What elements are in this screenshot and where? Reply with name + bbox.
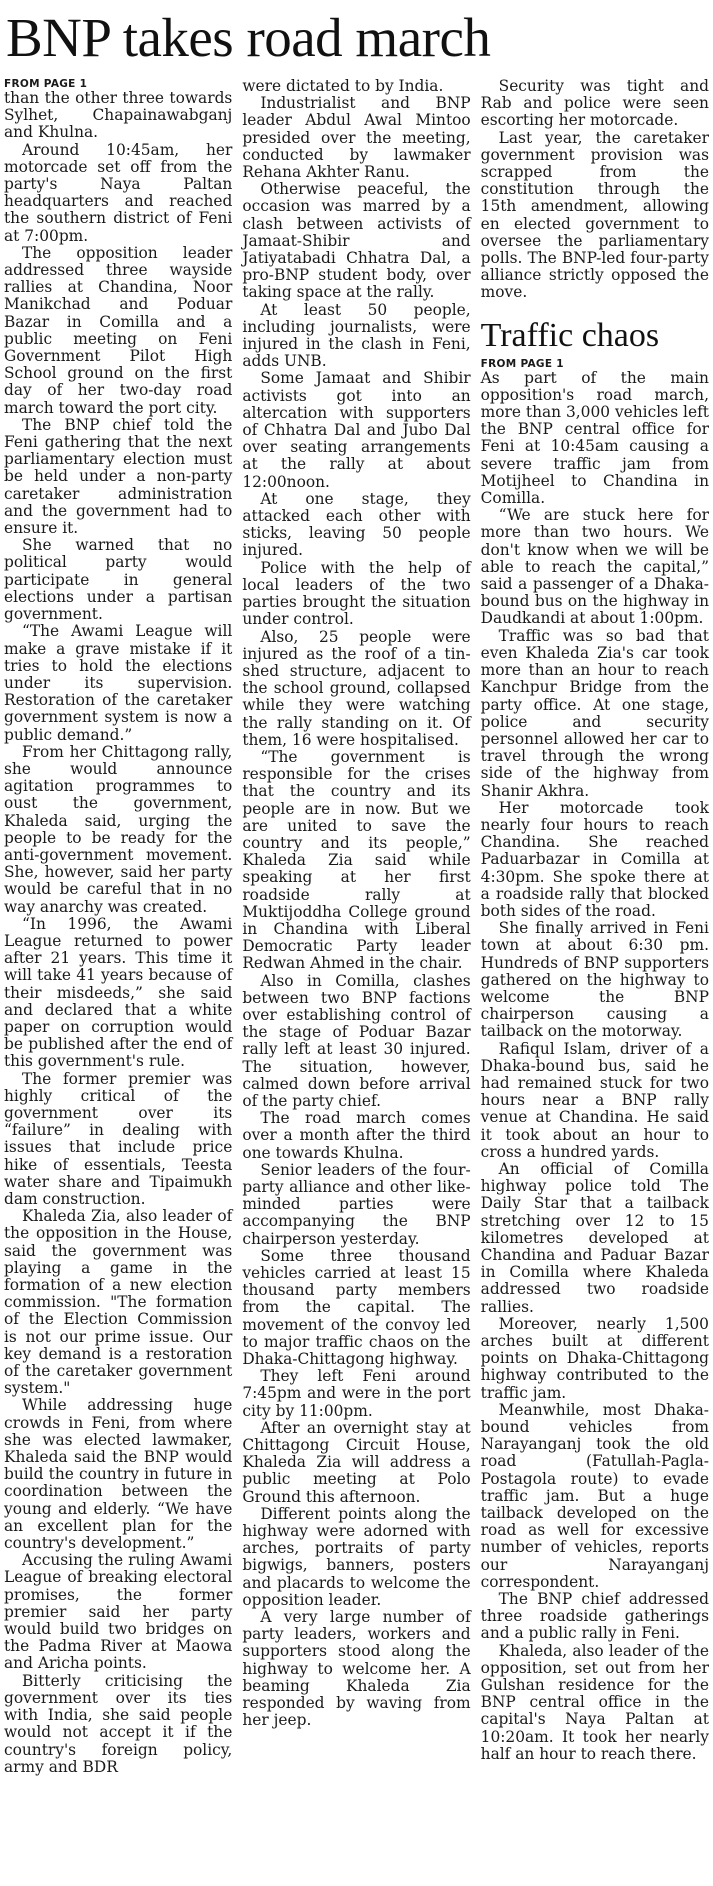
kicker-from-page-1: FROM PAGE 1	[4, 78, 88, 90]
paragraph: The road march comes over a month after the third one towards Khulna.	[242, 1109, 471, 1162]
paragraph: Meanwhile, most Dhaka-bound vehicles from Narayanganj took the old road (Fatullah-Pagla-Postagola route) to evade traffic jam. But a huge tailback developed on the road as well for excessive number of vehicles, reports our Narayanganj correspondent.	[480, 1400, 709, 1591]
paragraph: Security was tight and Rab and police were seen escorting her motorcade.	[480, 77, 709, 130]
paragraph: “We are stuck here for more than two hours. We don't know when we will be able to reach the capital,” said a passenger of a Dhaka-bound bus on the highway in Daudkandi at about 1:00pm.	[480, 506, 709, 628]
paragraph: than the other three towards Sylhet, Chapainawabganj and Khulna.	[4, 89, 233, 142]
paragraph: Industrialist and BNP leader Abdul Awal Mintoo presided over the meeting, conducted by lawmaker Rehana Akhter Ranu.	[242, 94, 471, 182]
paragraph: Also, 25 people were injured as the roof of a tin-shed structure, adjacent to the school ground, collapsed while they were watching the rally standing on it. Of them, 16 were hospitalised.	[242, 627, 471, 749]
paragraph: As part of the main opposition's road march, more than 3,000 vehicles left the BNP central office for Feni at 10:45am causing a severe traffic jam from Motijheel to Chandina in Comilla.	[480, 368, 709, 508]
paragraph: At one stage, they attacked each other with sticks, leaving 50 people injured.	[242, 489, 471, 560]
paragraph: “The Awami League will make a grave mistake if it tries to hold the elections under its supervision. Restoration of the caretaker government system is now a public demand.”	[4, 622, 233, 744]
paragraph: The former premier was highly critical of the government over its “failure” in dealing with issues that include price hike of essentials, Teesta water share and Tipaimukh dam construction.	[4, 1069, 233, 1208]
paragraph: Otherwise peaceful, the occasion was marred by a clash between activists of Jamaat-Shibir and Jatiyatabadi Chhatra Dal, a pro-BNP student body, over taking space at the rally.	[242, 180, 471, 302]
kicker-from-page-1: FROM PAGE 1	[480, 357, 564, 370]
paragraph: “The government is responsible for the crises that the country and its people are in now. But we are united to save the country and its people,” Khaleda Zia said while speaking at her first roadside rally at Muktijoddha College ground in Chandina with Liberal Democratic Party leader Redwan Ahmed in the chair.	[242, 747, 471, 973]
paragraph: At least 50 people, including journalists, were injured in the clash in Feni, adds UNB.	[242, 300, 471, 371]
paragraph: The BNP chief addressed three roadside gatherings and a public rally in Feni.	[480, 1590, 709, 1643]
paragraph: Different points along the highway were adorned with arches, portraits of party bigwigs, banners, posters and placards to welcome the opposition leader.	[242, 1504, 471, 1609]
paragraph: From her Chittagong rally, she would announce agitation programmes to oust the government, Khaleda said, urging the people to be ready for the anti-government movement. She, however, said her party would be careful that in no way anarchy was created.	[4, 742, 233, 916]
paragraph: A very large number of party leaders, workers and supporters stood along the highway to welcome her. A beaming Khaleda Zia responded by waving from her jeep.	[242, 1608, 471, 1730]
paragraph: Her motorcade took nearly four hours to reach Chandina. She reached Paduarbazar in Comilla at 4:30pm. She spoke there at a roadside rally that blocked both sides of the road.	[480, 798, 709, 920]
paragraph: After an overnight stay at Chittagong Circuit House, Khaleda Zia will address a public meeting at Polo Ground this afternoon.	[242, 1418, 471, 1506]
article-columns	[4, 78, 709, 1776]
headline: BNP takes road march	[6, 7, 491, 68]
paragraph: An official of Comilla highway police told The Daily Star that a tailback stretching over 12 to 15 kilometres developed at Chandina and Paduar Bazar in Comilla where Khaleda addressed two roadside rallies.	[480, 1159, 709, 1316]
column-3	[481, 78, 709, 1776]
paragraph: Rafiqul Islam, driver of a Dhaka-bound bus, said he had remained stuck for two hours near a BNP rally venue at Chandina. He said it took about an hour to cross a hundred yards.	[480, 1039, 709, 1161]
column-2	[242, 78, 470, 1776]
paragraph: were dictated to by India.	[242, 77, 444, 95]
paragraph: Police with the help of local leaders of the two parties brought the situation under control.	[242, 558, 471, 629]
paragraph: Khaleda Zia, also leader of the opposition in the House, said the government was playing a game in the formation of a new election commission. "The formation of the Election Commission is not our prime issue. Our key demand is a restoration of the caretaker government system."	[4, 1207, 233, 1398]
paragraph: Some Jamaat and Shibir activists got into an altercation with supporters of Chhatra Dal and Jubo Dal over seating arrangements at the rally at about 12:00noon.	[242, 369, 471, 491]
paragraph: Some three thousand vehicles carried at least 15 thousand party members from the capital. The movement of the convoy led to major traffic chaos on the Dhaka-Chittagong highway.	[242, 1246, 471, 1369]
paragraph: The BNP chief told the Feni gathering that the next parliamentary election must be held under a non-party caretaker administration and the government had to ensure it.	[4, 415, 233, 538]
paragraph: “In 1996, the Awami League returned to power after 21 years. This time it will take 41 years because of their misdeeds,” she said and declared that a white paper on corruption would be published after the end of this government's rule.	[4, 914, 233, 1071]
subhead-traffic-chaos: Traffic chaos	[480, 316, 660, 354]
paragraph: They left Feni around 7:45pm and were in the port city by 11:00pm.	[242, 1367, 471, 1420]
paragraph: While addressing huge crowds in Feni, from where she was elected lawmaker, Khaleda said the BNP would build the country in future in coordination between the young and elderly. “We have an excellent plan for the country's development.”	[4, 1396, 233, 1553]
paragraph: The opposition leader addressed three wayside rallies at Chandina, Noor Manikchad and Poduar Bazar in Comilla and a public meeting on Feni Government Pilot High School ground on the first day of her two-day road march toward the port city.	[4, 243, 233, 417]
paragraph: Traffic was so bad that even Khaleda Zia's car took more than an hour to reach Kanchpur Bridge from the party office. At one stage, police and security personnel allowed her car to travel through the wrong side of the highway from Shanir Akhra.	[480, 626, 709, 800]
paragraph: Last year, the caretaker government provision was scrapped from the constitution through the 15th amendment, allowing en elected government to oversee the parliamentary polls. The BNP-led four-party alliance strictly opposed the move.	[480, 128, 709, 302]
paragraph: Around 10:45am, her motorcade set off from the party's Naya Paltan headquarters and reached the southern district of Feni at 7:00pm.	[4, 140, 233, 245]
paragraph: Accusing the ruling Awami League of breaking electoral promises, the former premier said her party would build two bridges on the Padma River at Maowa and Aricha points.	[4, 1551, 233, 1673]
paragraph: Bitterly criticising the government over its ties with India, she said people would not accept it if the country's foreign policy, army and BDR	[4, 1671, 233, 1776]
paragraph: She finally arrived in Feni town at about 6:30 pm. Hundreds of BNP supporters gathered on the highway to welcome the BNP chairperson causing a tailback on the motorway.	[480, 919, 709, 1041]
column-1	[4, 78, 232, 1776]
paragraph: Khaleda, also leader of the opposition, set out from her Gulshan residence for the BNP central office in the capital's Naya Paltan at 10:20am. It took her nearly half an hour to reach there.	[480, 1641, 709, 1763]
paragraph: Moreover, nearly 1,500 arches built at different points on Dhaka-Chittagong highway contributed to the traffic jam.	[480, 1314, 709, 1402]
paragraph: Also in Comilla, clashes between two BNP factions over establishing control of the stage of Poduar Bazar rally left at least 30 injured. The situation, however, calmed down before arrival of the party chief.	[242, 971, 471, 1110]
newspaper-page	[0, 7, 713, 1886]
paragraph: She warned that no political party would participate in general elections under a partisan government.	[4, 536, 233, 624]
paragraph: Senior leaders of the four-party alliance and other like-minded parties were accompanying the BNP chairperson yesterday.	[242, 1160, 471, 1248]
